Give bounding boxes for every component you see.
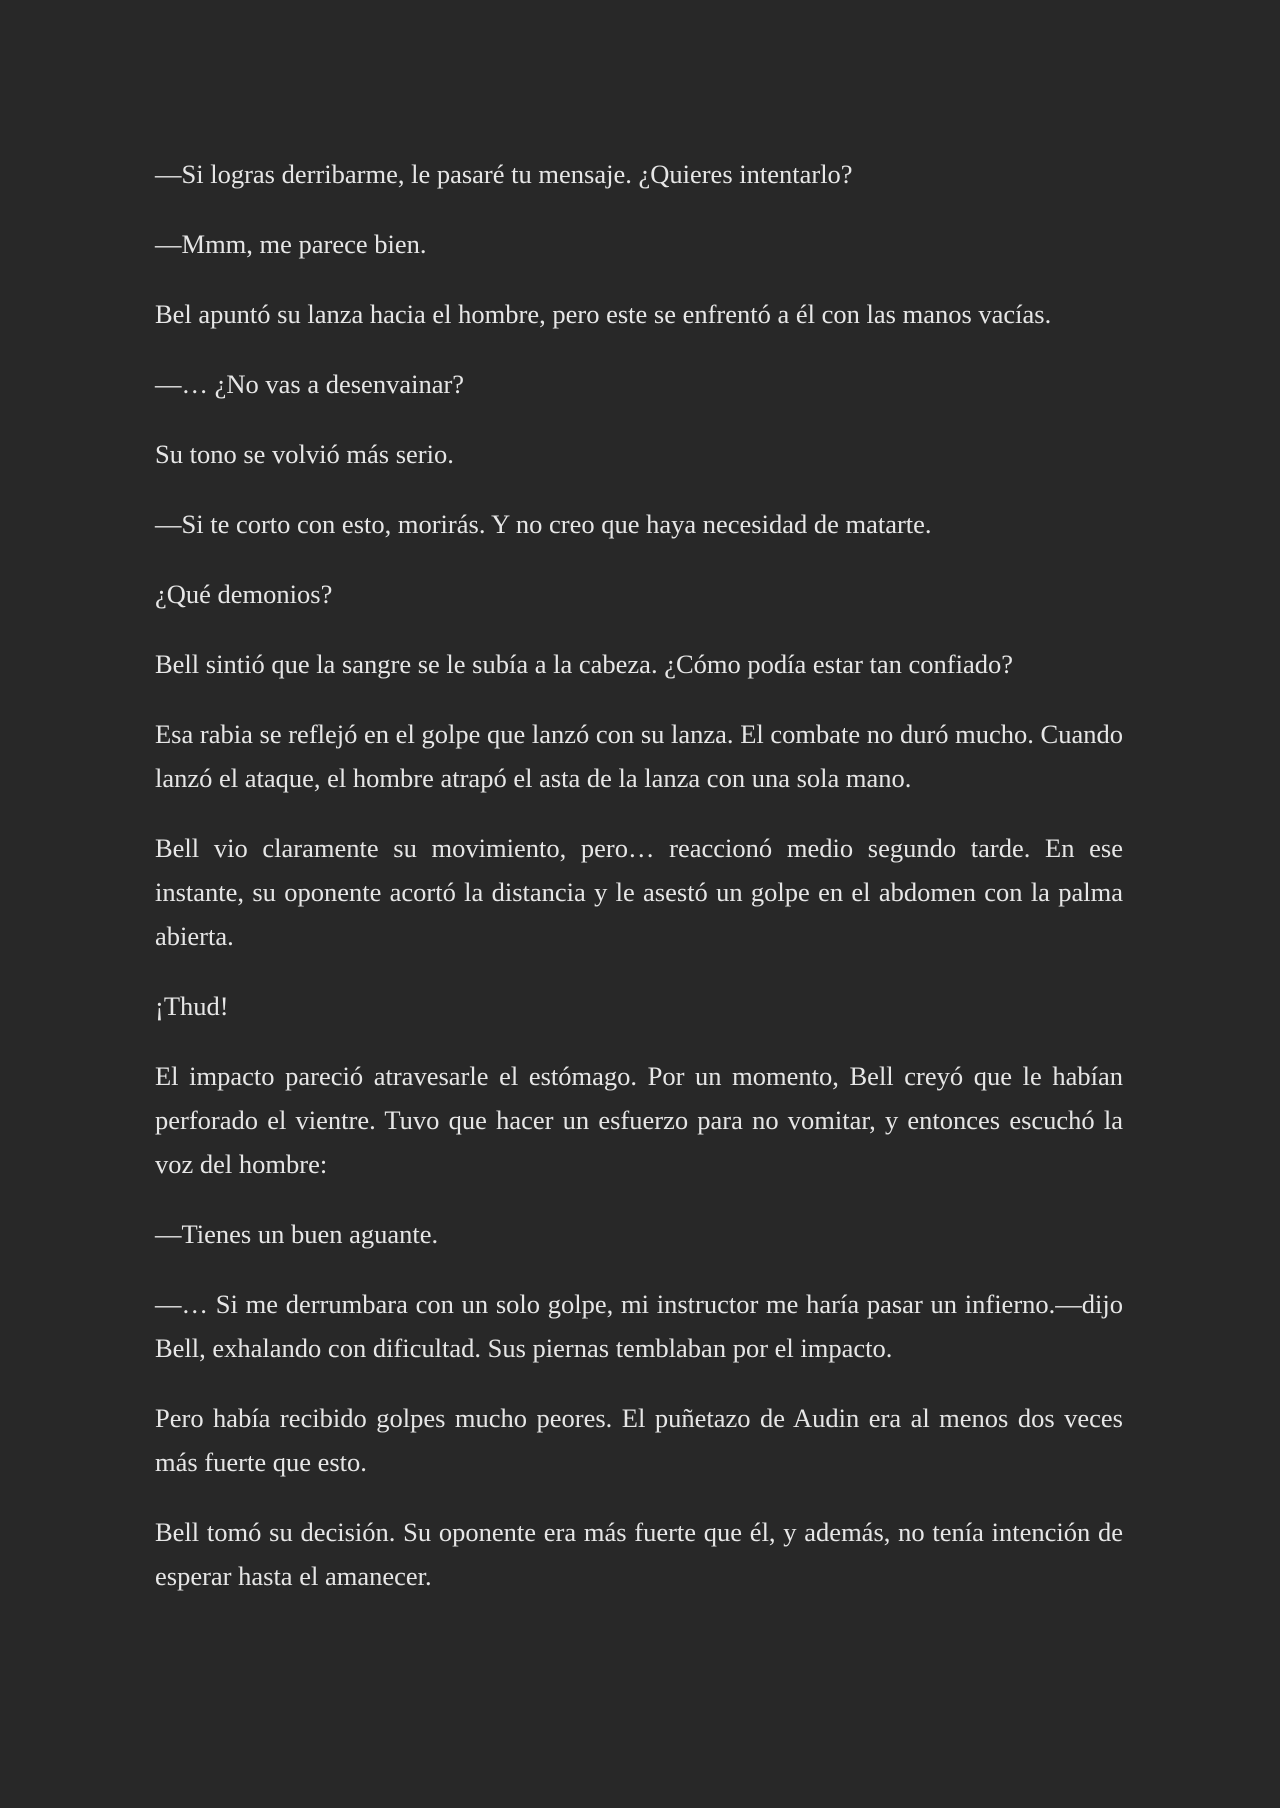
paragraph: Bel apuntó su lanza hacia el hombre, pero este se enfrentó a él con las manos vacías. xyxy=(155,299,1052,329)
paragraph: ¿Qué demonios? xyxy=(155,579,333,609)
chapter-text xyxy=(155,152,1123,1598)
paragraph: —Tienes un buen aguante. xyxy=(155,1219,439,1249)
paragraph: —Si te corto con esto, morirás. Y no creo que haya necesidad de matarte. xyxy=(155,509,932,539)
paragraph: Bell tomó su decisión. Su oponente era más fuerte que él, y además, no tenía intención de esperar hasta el amanecer. xyxy=(155,1517,1123,1591)
paragraph: —… ¿No vas a desenvainar? xyxy=(155,369,465,399)
paragraph: El impacto pareció atravesarle el estómago. Por un momento, Bell creyó que le habían perforado el vientre. Tuvo que hacer un esfuerzo para no vomitar, y entonces escuchó la voz del hombre: xyxy=(155,1061,1123,1179)
paragraph: Pero había recibido golpes mucho peores. El puñetazo de Audin era al menos dos veces más fuerte que esto. xyxy=(155,1403,1123,1477)
paragraph: ¡Thud! xyxy=(155,991,229,1021)
paragraph: Bell sintió que la sangre se le subía a la cabeza. ¿Cómo podía estar tan confiado? xyxy=(155,649,1013,679)
paragraph: —Mmm, me parece bien. xyxy=(155,229,427,259)
paragraph: —Si logras derribarme, le pasaré tu mensaje. ¿Quieres intentarlo? xyxy=(155,159,853,189)
paragraph: Su tono se volvió más serio. xyxy=(155,439,454,469)
paragraph: Bell vio claramente su movimiento, pero… reaccionó medio segundo tarde. En ese instante, su oponente acortó la distancia y le asestó un golpe en el abdomen con la palma abierta. xyxy=(155,833,1123,951)
paragraph: —… Si me derrumbara con un solo golpe, mi instructor me haría pasar un infierno.—dijo Bell, exhalando con dificultad. Sus piernas temblaban por el impacto. xyxy=(155,1289,1123,1363)
paragraph: Esa rabia se reflejó en el golpe que lanzó con su lanza. El combate no duró mucho. Cuando lanzó el ataque, el hombre atrapó el asta de la lanza con una sola mano. xyxy=(155,719,1123,793)
